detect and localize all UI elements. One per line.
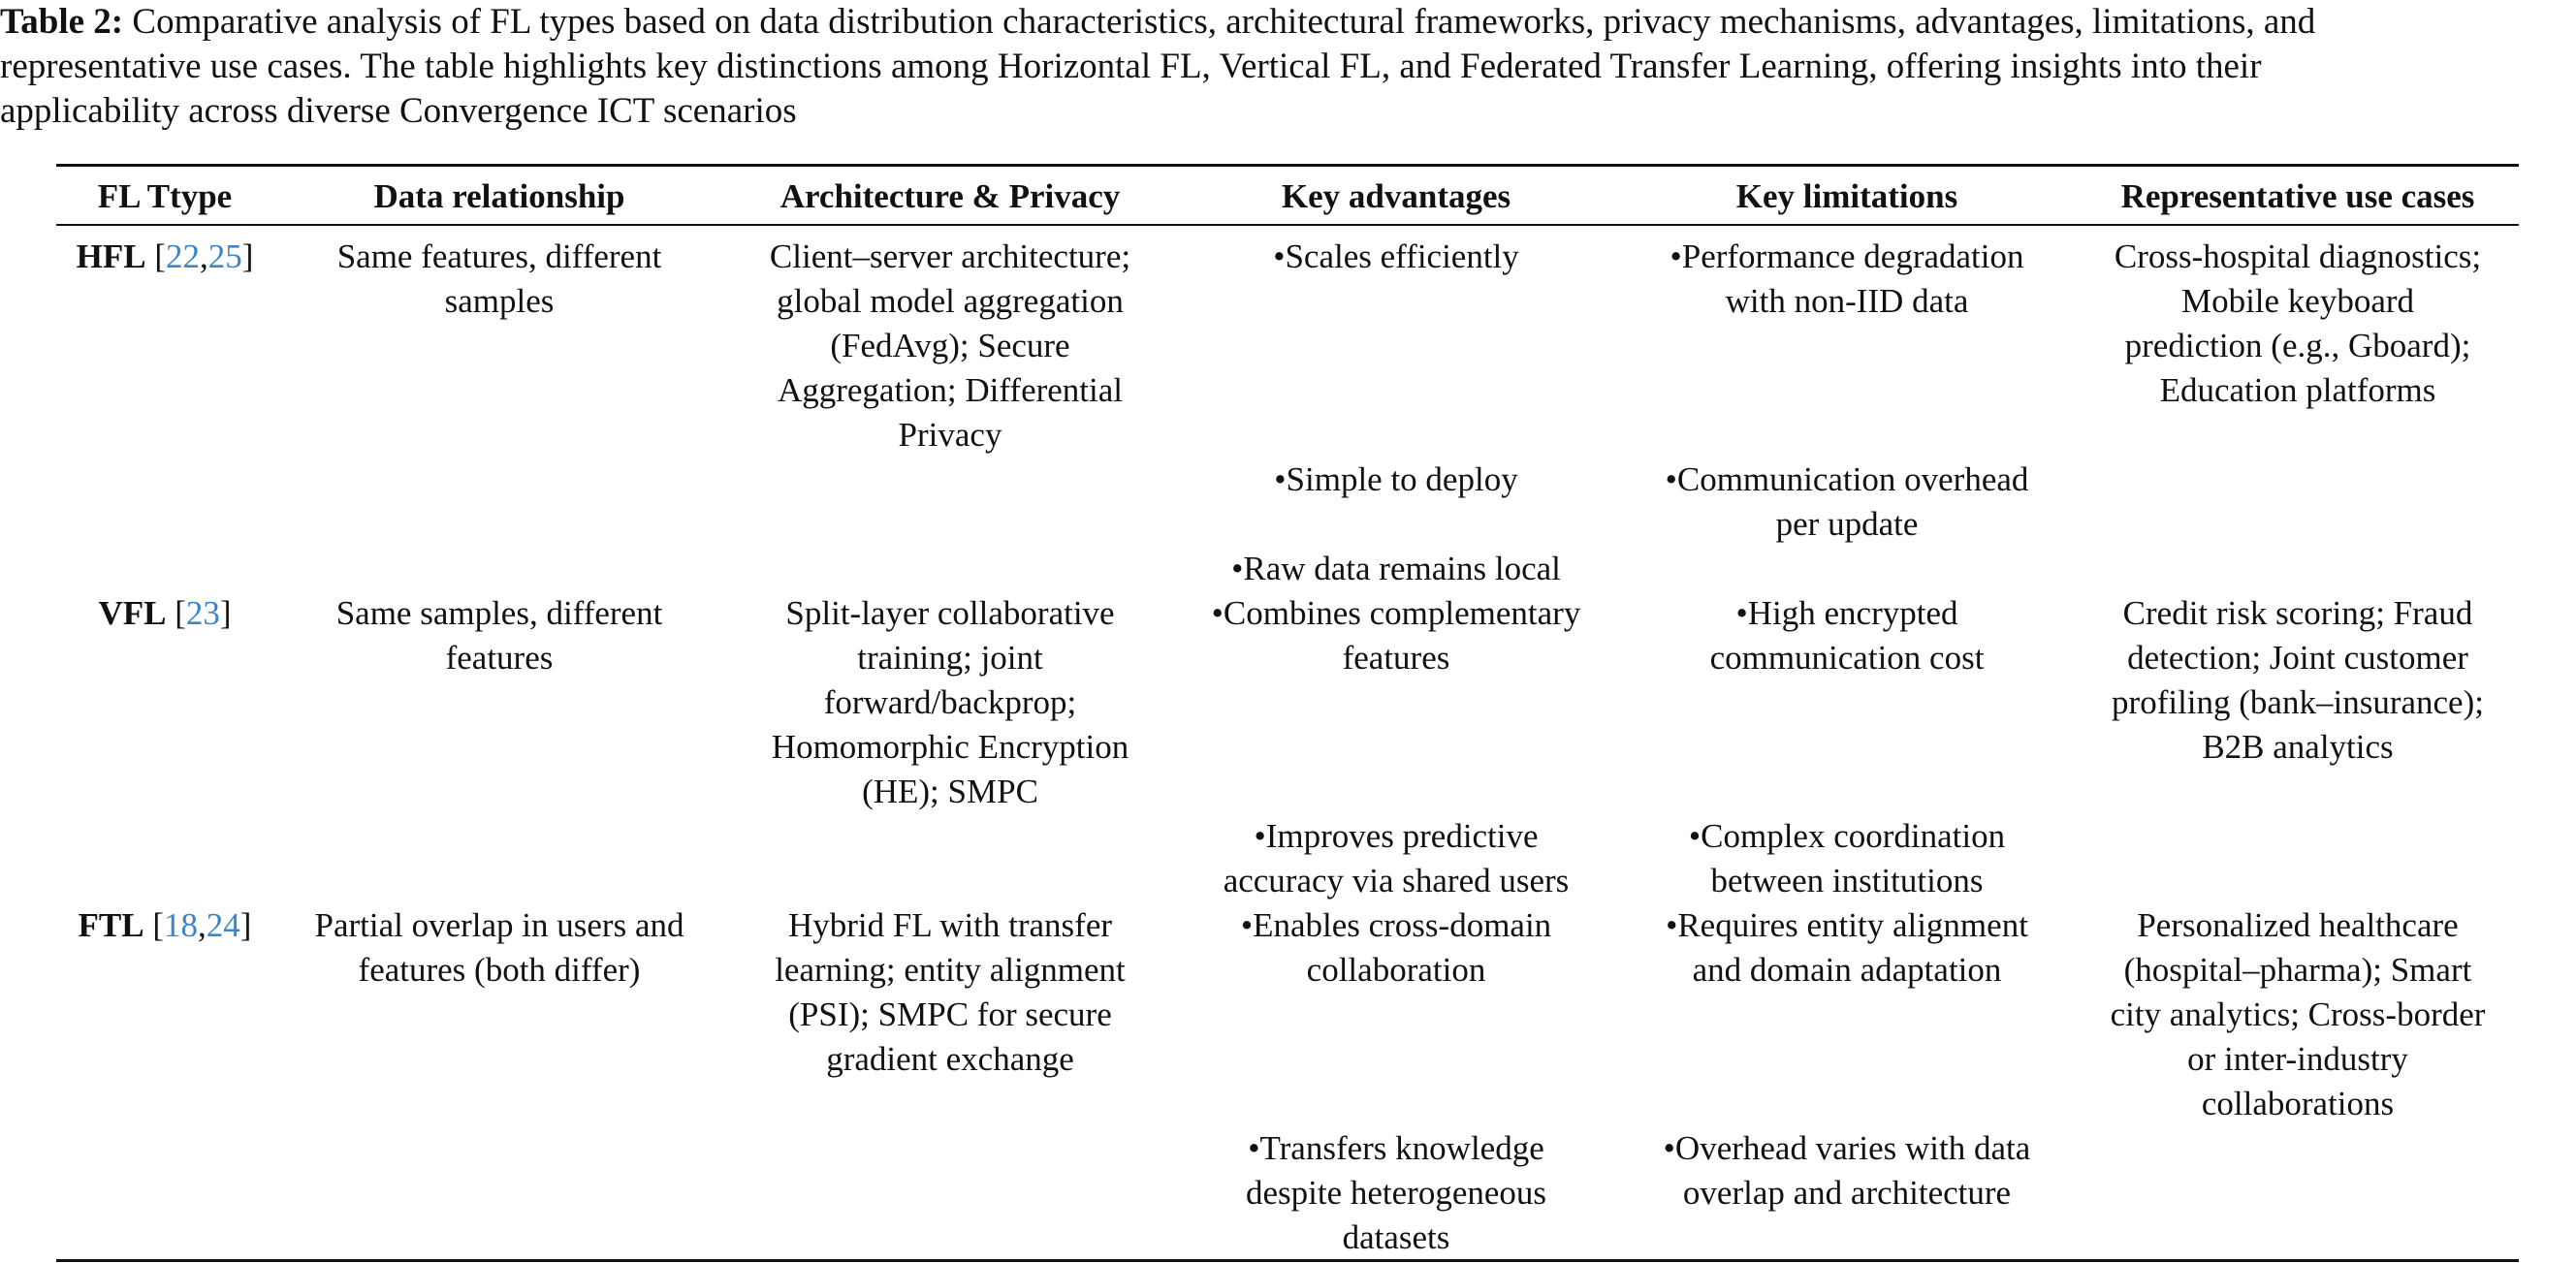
text-line: and domain adaptation — [1692, 951, 2002, 989]
caption-line-1 — [0, 0, 2576, 45]
text-line: •Enables cross-domain — [1240, 906, 1552, 944]
row-ftl-data-relationship — [281, 903, 717, 993]
text-line: global model aggregation — [777, 282, 1124, 320]
text-line: overlap and architecture — [1682, 1174, 2012, 1212]
text-line: gradient exchange — [826, 1040, 1074, 1078]
text-line: Aggregation; Differential — [777, 371, 1124, 409]
text-line: •Improves predictive — [1254, 817, 1539, 855]
row-vfl-data-relationship — [281, 591, 717, 680]
fl-type-label: HFL — [76, 237, 146, 275]
citation-link[interactable]: 18 — [164, 906, 199, 944]
caption-line-2: representative use cases. The table highlights key distinctions among Horizontal FL, Vertical FL, and Federated Transfer Learning, offering insights into their — [0, 47, 2262, 86]
caption-line-3: applicability across diverse Convergence ICT scenarios — [0, 91, 797, 131]
row-ftl-type: FTL [18,24] — [78, 906, 252, 944]
text-line: city analytics; Cross-border — [2110, 995, 2486, 1033]
caption-label: Table 2: — [0, 2, 124, 42]
text-line: per update — [1775, 505, 1919, 543]
row-ftl-advantage-1 — [1183, 903, 1609, 993]
text-line: Same samples, different — [335, 594, 663, 632]
text-line: training; joint — [857, 639, 1043, 677]
text-line: (FedAvg); Secure — [830, 327, 1070, 364]
fl-type-label: VFL — [98, 594, 167, 632]
text-line: collaboration — [1306, 951, 1486, 989]
citation-link[interactable]: 24 — [206, 906, 240, 944]
text-line: datasets — [1342, 1218, 1450, 1256]
text-line: Homomorphic Encryption — [771, 728, 1129, 766]
text-line: between institutions — [1710, 862, 1984, 900]
citation-link[interactable]: 22 — [165, 237, 200, 275]
text-line: profiling (bank–insurance); — [2112, 683, 2484, 721]
citation-link[interactable]: 25 — [207, 237, 242, 275]
text-line: Hybrid FL with transfer — [787, 906, 1113, 944]
text-line: detection; Joint customer — [2127, 639, 2468, 677]
text-line: •Raw data remains local — [1231, 550, 1561, 587]
header-key-advantages: Key advantages — [1281, 177, 1511, 215]
header-use-cases: Representative use cases — [2120, 177, 2475, 215]
row-vfl-architecture — [737, 591, 1163, 814]
row-hfl-advantage-2 — [1183, 458, 1609, 502]
text-line: B2B analytics — [2202, 728, 2394, 766]
header-key-limitations: Key limitations — [1735, 177, 1958, 215]
text-line: features — [445, 639, 554, 677]
text-line: Personalized healthcare — [2137, 906, 2459, 944]
row-hfl-advantage-3 — [1183, 547, 1609, 591]
text-line: Cross-hospital diagnostics; — [2114, 237, 2482, 275]
row-ftl-limitation-2 — [1629, 1126, 2065, 1216]
row-vfl-advantage-1 — [1183, 591, 1609, 680]
text-line: collaborations — [2201, 1085, 2395, 1122]
header-architecture-privacy: Architecture & Privacy — [779, 177, 1121, 215]
row-vfl-limitation-1 — [1629, 591, 2065, 680]
text-line: features — [1342, 639, 1450, 677]
text-line: Education platforms — [2159, 371, 2436, 409]
fl-type-label: FTL — [78, 906, 144, 944]
caption-text-1: Comparative analysis of FL types based on data distribution characteristics, architectural frameworks, privacy mechanisms, advantages, limitations, and — [123, 2, 2316, 42]
row-hfl-type: HFL [22,25] — [76, 237, 254, 275]
text-line: Same features, different — [336, 237, 662, 275]
row-hfl-limitation-2 — [1629, 458, 2065, 547]
row-hfl-architecture — [737, 235, 1163, 458]
text-line: learning; entity alignment — [775, 951, 1126, 989]
text-line: •Requires entity alignment — [1666, 906, 2028, 944]
row-vfl-limitation-2 — [1629, 814, 2065, 903]
text-line: •Complex coordination — [1688, 817, 2006, 855]
row-hfl-use-cases — [2075, 235, 2521, 413]
text-line: accuracy via shared users — [1223, 862, 1570, 900]
text-line: •Combines complementary — [1211, 594, 1581, 632]
text-line: Client–server architecture; — [769, 237, 1131, 275]
header-fl-type: FL Ttype — [97, 177, 233, 215]
table-caption — [0, 0, 2576, 134]
text-line: (hospital–pharma); Smart — [2123, 951, 2472, 989]
citation-link[interactable]: 23 — [185, 594, 220, 632]
table-header-rule — [56, 224, 2519, 226]
text-line: features (both differ) — [358, 951, 641, 989]
text-line: Credit risk scoring; Fraud — [2122, 594, 2473, 632]
text-line: •Communication overhead — [1665, 460, 2029, 498]
text-line: Partial overlap in users and — [314, 906, 684, 944]
text-line: •Scales efficiently — [1273, 237, 1519, 275]
row-ftl-advantage-2 — [1183, 1126, 1609, 1260]
text-line: •Transfers knowledge — [1248, 1129, 1544, 1167]
row-vfl-type: VFL [23] — [98, 594, 232, 632]
text-line: •High encrypted — [1735, 594, 1958, 632]
text-line: •Simple to deploy — [1274, 460, 1518, 498]
row-hfl-limitation-1 — [1629, 235, 2065, 324]
text-line: (HE); SMPC — [862, 773, 1038, 810]
text-line: communication cost — [1709, 639, 1985, 677]
text-line: forward/backprop; — [823, 683, 1077, 721]
text-line: Privacy — [898, 416, 1002, 454]
text-line: Mobile keyboard — [2180, 282, 2415, 320]
text-line: prediction (e.g., Gboard); — [2124, 327, 2471, 364]
row-hfl-data-relationship — [281, 235, 717, 324]
row-hfl-advantage-1 — [1183, 235, 1609, 279]
text-line: (PSI); SMPC for secure — [788, 995, 1112, 1033]
row-ftl-architecture — [737, 903, 1163, 1082]
text-line: with non-IID data — [1725, 282, 1969, 320]
row-ftl-use-cases — [2075, 903, 2521, 1126]
text-line: despite heterogeneous — [1245, 1174, 1547, 1212]
row-ftl-limitation-1 — [1629, 903, 2065, 993]
text-line: •Overhead varies with data — [1663, 1129, 2031, 1167]
table-top-rule — [56, 164, 2519, 167]
text-line: Split-layer collaborative — [785, 594, 1115, 632]
row-vfl-use-cases — [2075, 591, 2521, 770]
row-vfl-advantage-2 — [1183, 814, 1609, 903]
text-line: or inter-industry — [2187, 1040, 2408, 1078]
text-line: samples — [444, 282, 555, 320]
text-line: •Performance degradation — [1670, 237, 2024, 275]
header-data-relationship: Data relationship — [373, 177, 625, 215]
